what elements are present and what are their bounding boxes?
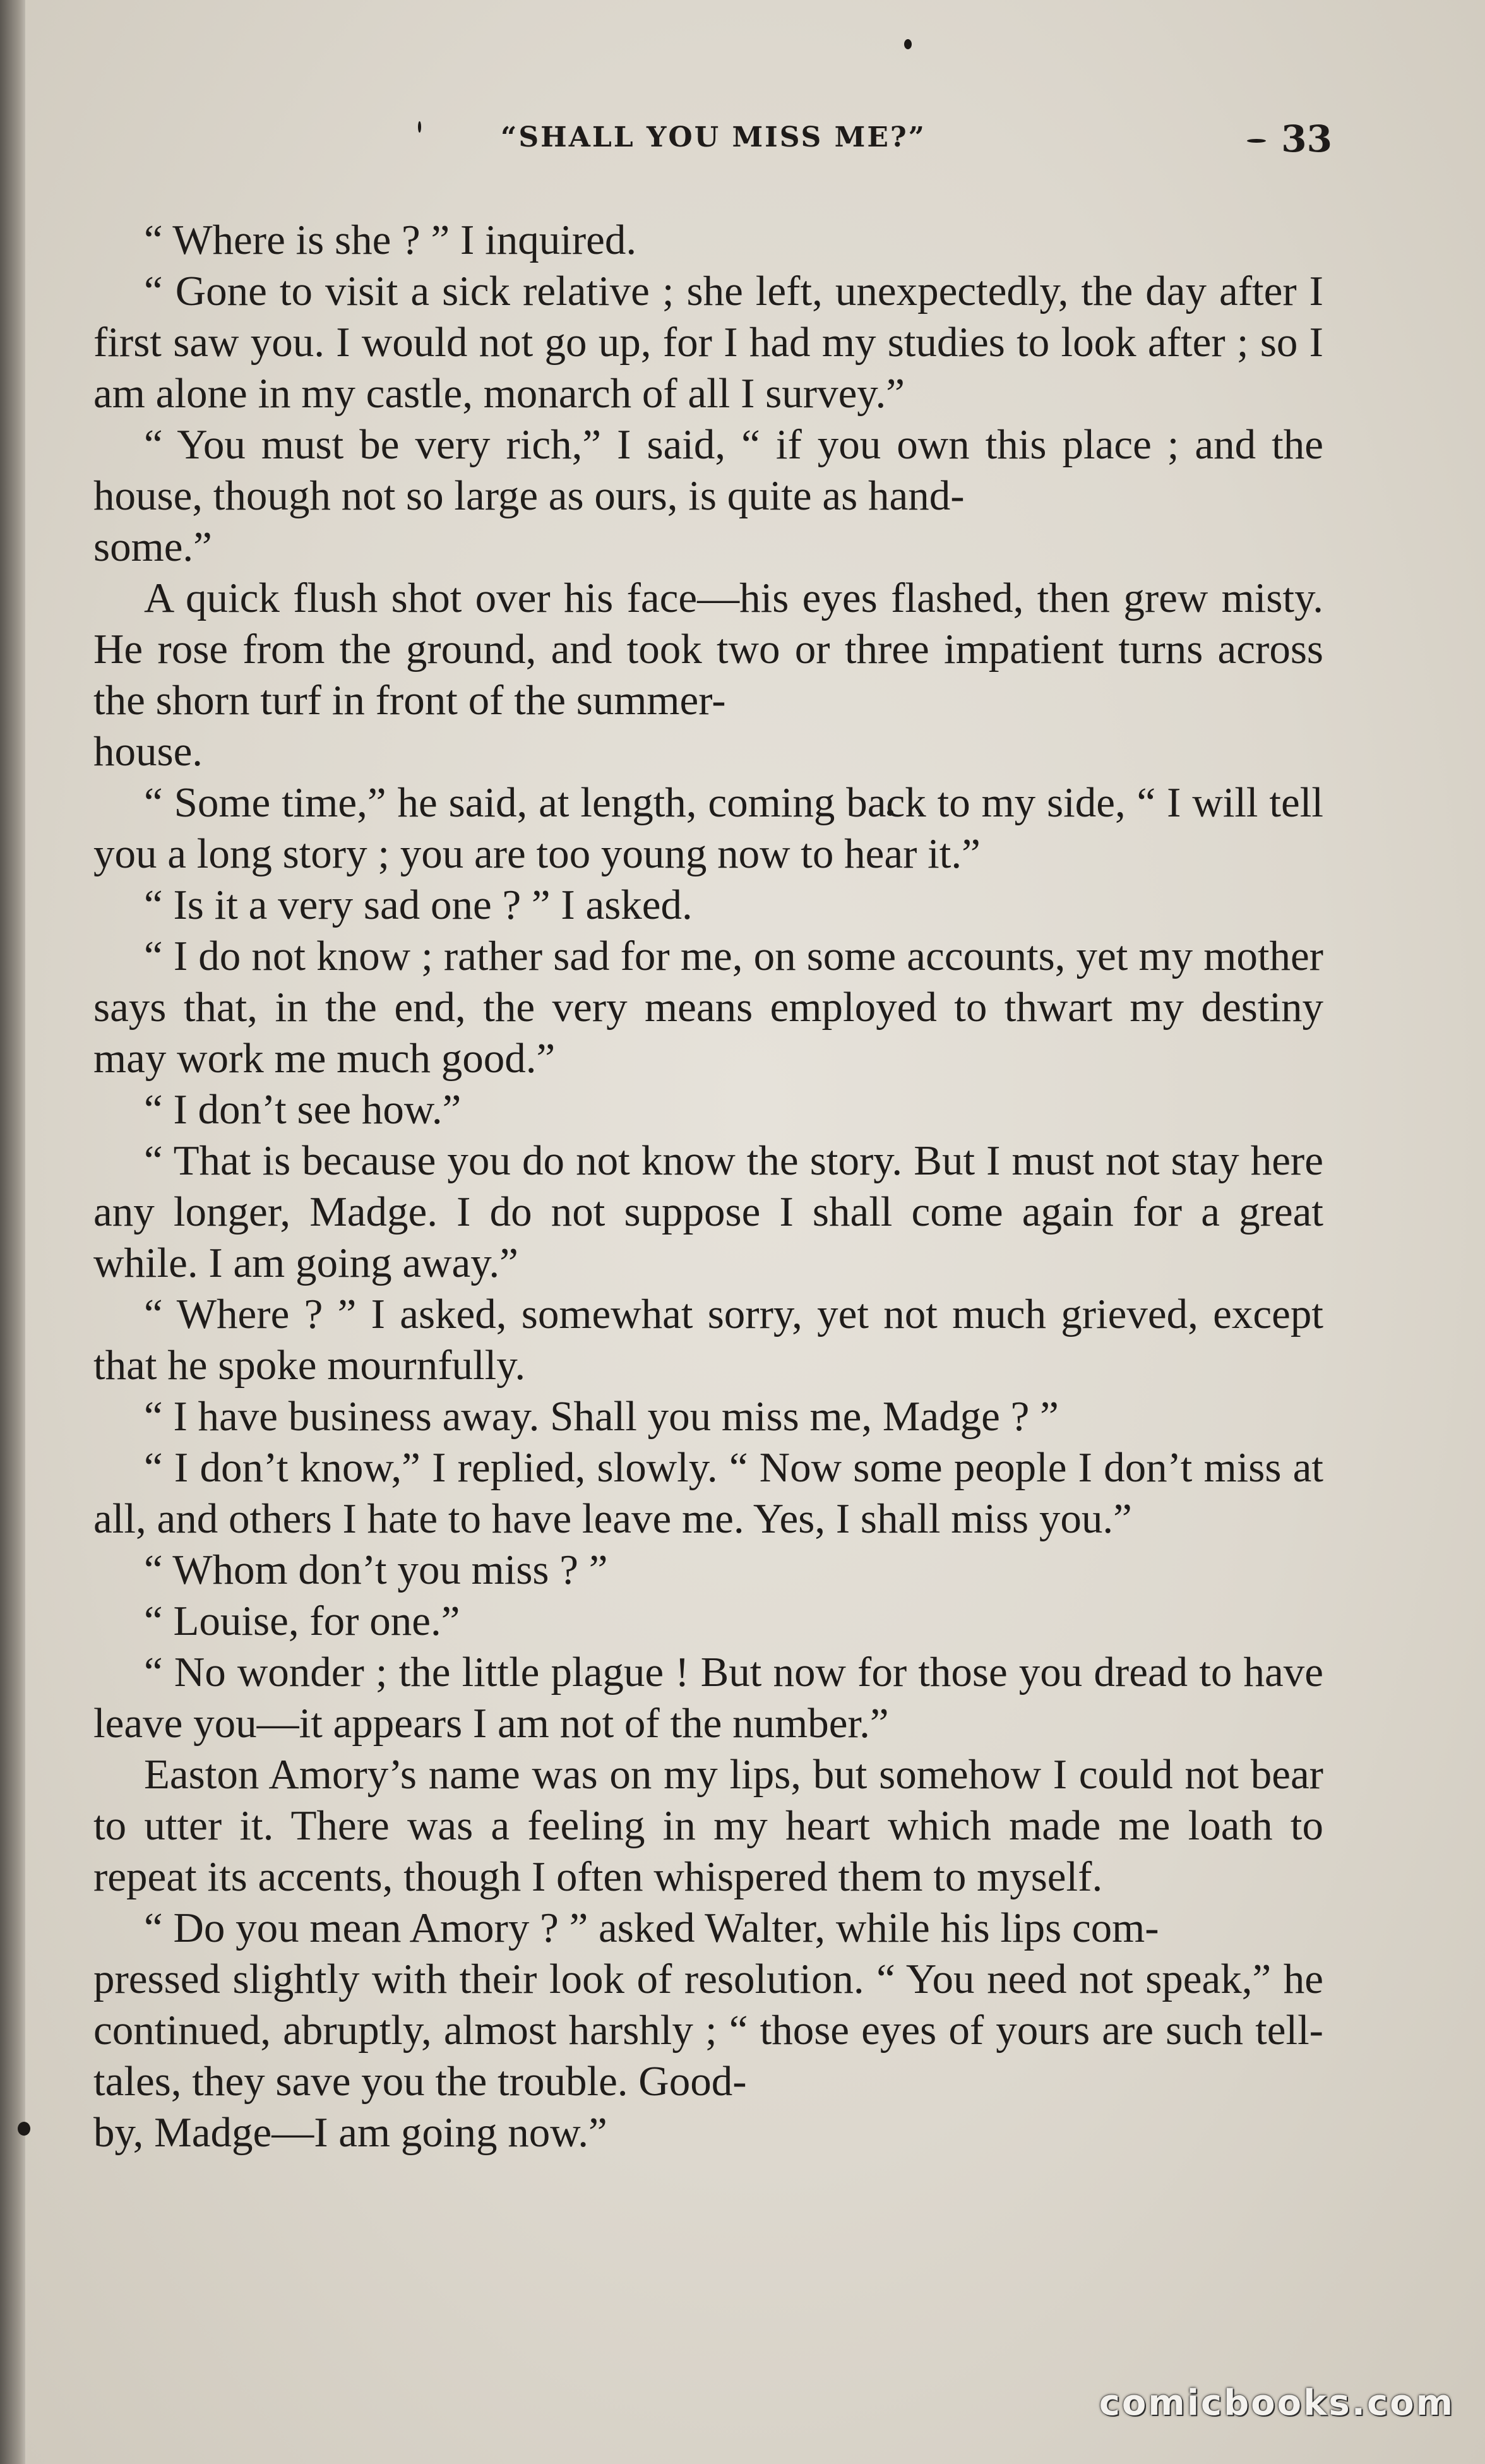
- paragraph: “ Some time,” he said, at length, coming back to my side, “ I will tell you a long story ; you are too young now to hear it.”: [93, 779, 1323, 877]
- paragraph: “ Gone to visit a sick relative ; she left, unexpectedly, the day after I first saw you. I would not go up, for I had my studies to look after ; so I am alone in my castle, monarch of all I survey.”: [93, 268, 1323, 417]
- paragraph: “ I have business away. Shall you miss me, Madge ? ”: [144, 1393, 1059, 1440]
- paragraph: “ Louise, for one.”: [144, 1598, 460, 1644]
- page-text: [93, 215, 1323, 2158]
- watermark-logo: comicbooks.com: [1099, 2383, 1455, 2424]
- paragraph: “ Whom don’t you miss ? ”: [144, 1546, 608, 1593]
- paragraph: Easton Amory’s name was on my lips, but somehow I could not bear to utter it. There was a feeling in my heart which made me loath to repeat its accents, though I often whispered them to myself.: [93, 1751, 1323, 1900]
- ink-speck: [18, 2122, 30, 2136]
- paragraph: “ That is because you do not know the story. But I must not stay here any longer, Madge. I do not suppose I shall come again for a great while. I am going away.”: [93, 1137, 1323, 1286]
- paragraph: “ I do not know ; rather sad for me, on some accounts, yet my mother says that, in the end, the very means employed to thwart my destiny may work me much good.”: [93, 933, 1323, 1082]
- paragraph: “ I don’t know,” I replied, slowly. “ Now some people I don’t miss at all, and others I hate to have leave me. Yes, I shall miss you.”: [93, 1444, 1323, 1542]
- paragraph: “ You must be very rich,” I said, “ if you own this place ; and the house, though not so large as ours, is quite as hand- some.”: [93, 421, 1323, 570]
- paragraph: “ Where ? ” I asked, somewhat sorry, yet not much grieved, except that he spoke mournfully.: [93, 1291, 1323, 1389]
- paragraph: “ Do you mean Amory ? ” asked Walter, while his lips com- pressed slightly with their look of resolution. “ You need not speak,” he continued, abruptly, almost harshly ; “ those eyes of yours are such tell-tales, they save you the trouble. Good- by, Madge—I am going now.”: [93, 1905, 1323, 2156]
- page-header: [95, 117, 1332, 165]
- running-title: “SHALL YOU MISS ME?”: [501, 121, 926, 153]
- page-number: 33: [1281, 117, 1332, 160]
- paragraph: “ Is it a very sad one ? ” I asked.: [144, 882, 693, 928]
- paragraph: A quick flush shot over his face—his eyes flashed, then grew misty. He rose from the ground, and took two or three impatient turns across the shorn turf in front of the summer- house.: [93, 575, 1323, 775]
- paragraph: “ No wonder ; the little plague ! But now for those you dread to have leave you—it appears I am not of the number.”: [93, 1649, 1323, 1747]
- paragraph: “ Where is she ? ” I inquired.: [144, 217, 637, 263]
- paragraph: “ I don’t see how.”: [144, 1086, 462, 1133]
- ink-speck: [904, 39, 912, 49]
